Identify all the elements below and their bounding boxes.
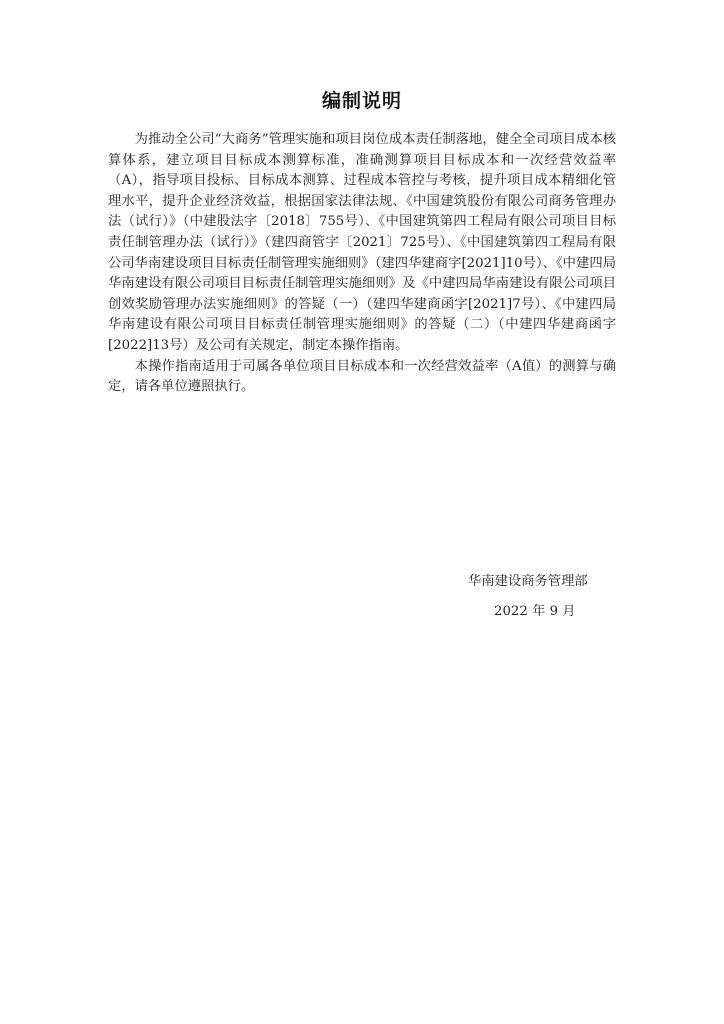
signature-date: 2022 年 9 月 — [494, 604, 576, 619]
paragraph-scope: 本操作指南适用于司属各单位项目目标成本和一次经营效益率（A值）的测算与确定，请各单位遵照执行。 — [108, 358, 616, 395]
signature-department: 华南建设商务管理部 — [468, 574, 588, 589]
document-body — [108, 130, 616, 398]
document-title: 编制说明 — [321, 90, 402, 112]
paragraph-purpose: 为推动全公司“大商务”管理实施和项目岗位成本责任制落地，健全全司项目成本核算体系，建立项目目标成本测算标准，准确测算项目目标成本和一次经营效益率（A），指导项目投标、目标成本测算、过程成本管控与考核，提升项目成本精细化管理水平，提升企业经济效益，根据国家法律法规、《中国建筑股份有限公司商务管理办法（试行）》（中建股法字〔2018〕755号）、《中国建筑第四工程局有限公司项目目标责任制管理办法（试行）》（建四商管字〔2021〕725号）、《中国建筑第四工程局有限公司华南建设项目目标责任制管理实施细则》（建四华建商字[2021]10号）、《中建四局华南建设有限公司项目目标责任制管理实施细则》及《中建四局华南建设有限公司项目创效奖励管理办法实施细则》的答疑（一）（建四华建商函字[2021]7号）、《中建四局华南建设有限公司项目目标责任制管理实施细则》的答疑（二）（中建四华建商函字[2022]13号）及公司有关规定，制定本操作指南。 — [108, 132, 616, 353]
